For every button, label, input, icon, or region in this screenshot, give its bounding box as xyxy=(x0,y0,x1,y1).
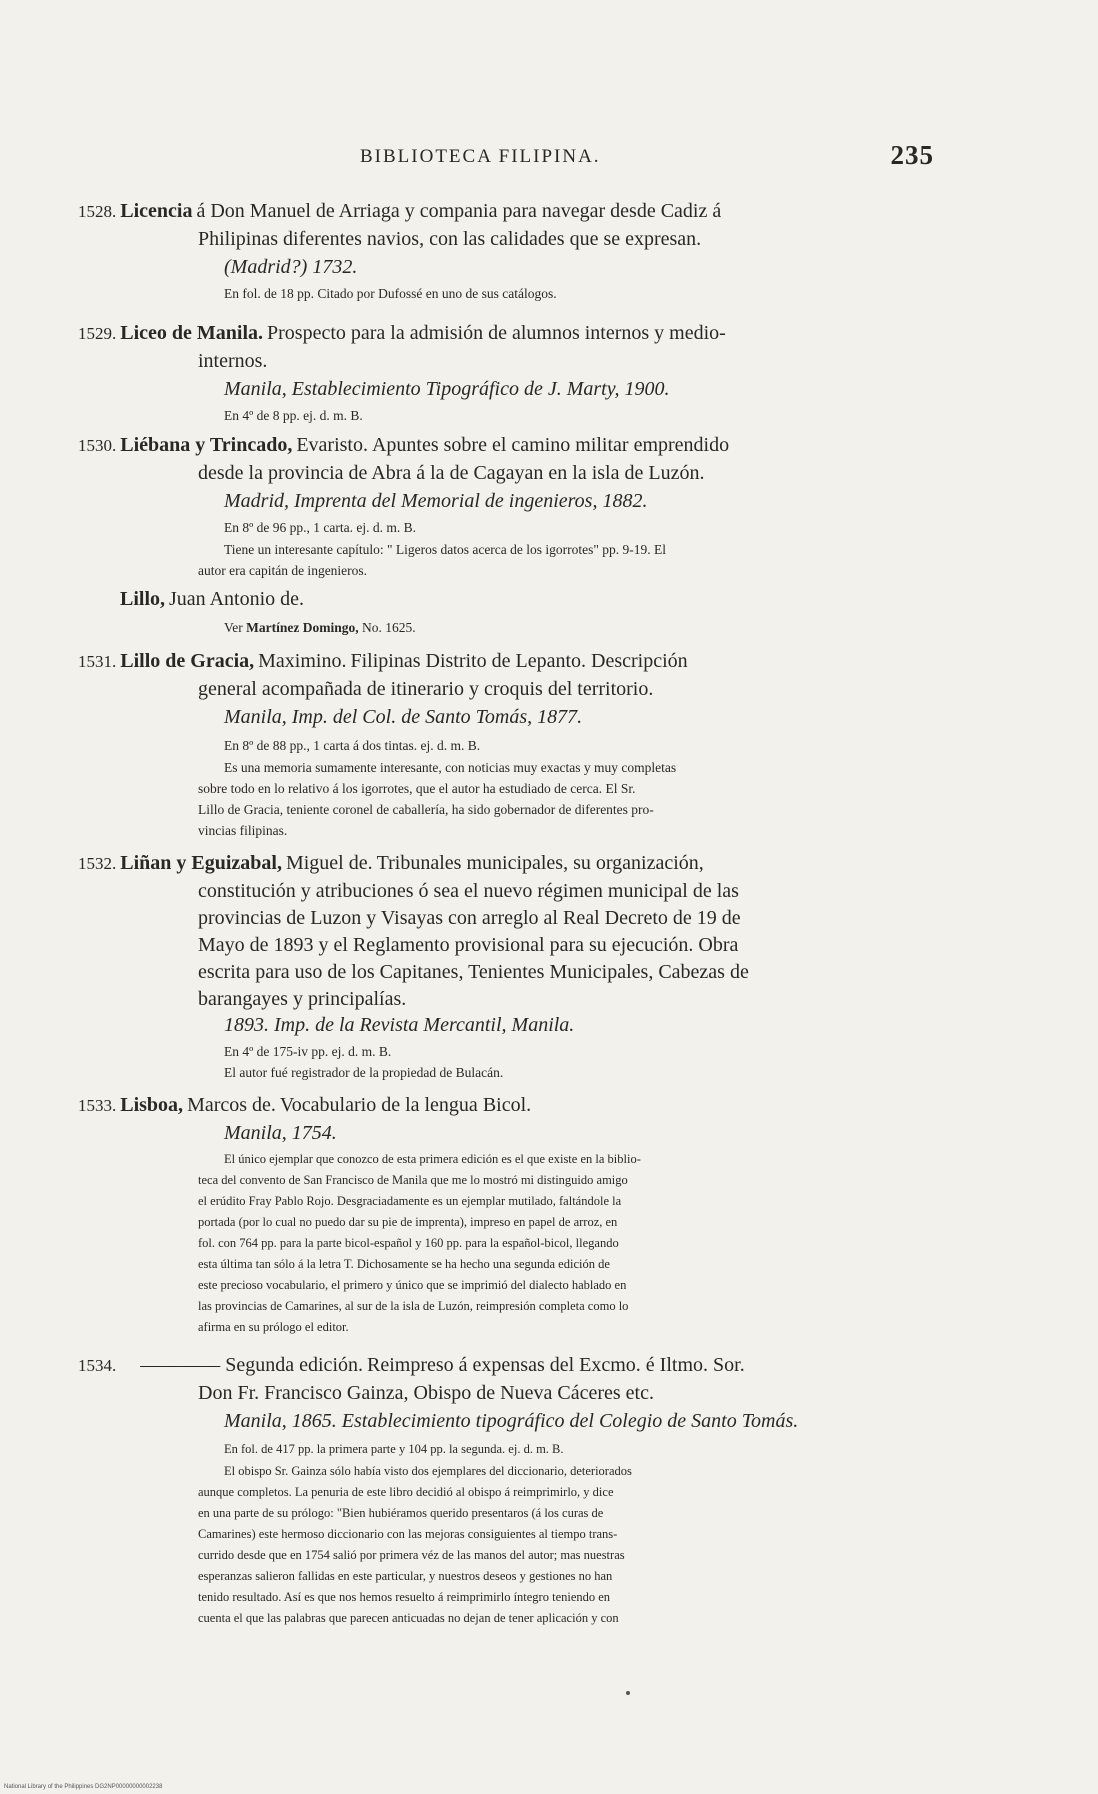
entry-number: 1530. xyxy=(78,436,117,455)
entry-number: 1533. xyxy=(78,1096,117,1115)
entry-author: Lisboa, xyxy=(120,1094,184,1116)
entry-imprint: (Madrid?) 1732. xyxy=(224,256,358,278)
entry-title-line: Philipinas diferentes navios, con las calidades que se expresan. xyxy=(198,228,702,250)
entry-title-line: barangayes y principalías. xyxy=(198,988,407,1010)
entry-author-given: Evaristo. xyxy=(296,434,368,456)
entry-note: esperanzas salieron fallidas en este particular, y nuestros deseos y gestiones no han xyxy=(198,1569,613,1583)
entry-note: en una parte de su prólogo: "Bien hubiéramos querido presentaros (á los curas de xyxy=(198,1506,604,1520)
entry-title-line: Reimpreso á expensas del Excmo. é Iltmo. Sor. xyxy=(367,1354,745,1376)
entry-note: este precioso vocabulario, el primero y único que se imprimió del dialecto hablado en xyxy=(198,1278,627,1292)
entry-author-given: Miguel de. xyxy=(285,852,373,874)
entry-note: vincias filipinas. xyxy=(198,823,288,838)
entry-note: esta última tan sólo á la letra T. Dichosamente se ha hecho una segunda edición de xyxy=(198,1257,610,1271)
cross-ref-number: No. 1625. xyxy=(361,620,416,635)
entry-note: currido desde que en 1754 salió por primera véz de las manos del autor; mas nuestras xyxy=(198,1548,625,1562)
entry-note: En fol. de 18 pp. Citado por Dufossé en uno de sus catálogos. xyxy=(224,286,557,301)
running-head: BIBLIOTECA FILIPINA. xyxy=(360,146,601,167)
entry-note: Camarines) este hermoso diccionario con las mejoras consiguientes al tiempo trans- xyxy=(198,1527,618,1541)
cross-ref-name: Martínez Domingo, xyxy=(246,620,359,635)
entry-note: En 4º de 8 pp. ej. d. m. B. xyxy=(224,408,363,423)
entry-note: El obispo Sr. Gainza sólo había visto dos ejemplares del diccionario, deteriorados xyxy=(224,1464,632,1478)
entry-note: cuenta el que las palabras que parecen anticuadas no dejan de tener aplicación y con xyxy=(198,1611,619,1625)
entry-author-given: Juan Antonio de. xyxy=(169,588,305,610)
entry-note: afirma en su prólogo el editor. xyxy=(198,1320,349,1334)
entry-note: el erúdito Fray Pablo Rojo. Desgraciadamente es un ejemplar mutilado, faltándole la xyxy=(198,1194,622,1208)
entry-title-line: Don Fr. Francisco Gainza, Obispo de Nueva Cáceres etc. xyxy=(198,1382,654,1404)
entry-imprint: Manila, Imp. del Col. de Santo Tomás, 1877. xyxy=(224,706,583,728)
entry-note: autor era capitán de ingenieros. xyxy=(198,563,368,578)
entry-note: aunque completos. La penuria de este libro decidió al obispo á reimprimirlo, y dice xyxy=(198,1485,614,1499)
entry-imprint: Madrid, Imprenta del Memorial de ingenieros, 1882. xyxy=(224,490,648,512)
entry-note: teca del convento de San Francisco de Manila que me lo mostró mi distinguido amigo xyxy=(198,1173,628,1187)
entry-note: las provincias de Camarines, al sur de la isla de Luzón, reimpresión completa como lo xyxy=(198,1299,629,1313)
entry-title-line: Tribunales municipales, su organización, xyxy=(376,852,704,874)
entry-author: Lillo de Gracia, xyxy=(120,650,255,672)
entry-author: Lillo, xyxy=(120,588,166,610)
entry-note: En 8º de 96 pp., 1 carta. ej. d. m. B. xyxy=(224,520,417,535)
entry-note: tenido resultado. Así es que nos hemos resuelto á reimprimirlo íntegro teniendo en xyxy=(198,1590,611,1604)
entry-title-line: desde la provincia de Abra á la de Cagayan en la isla de Luzón. xyxy=(198,462,705,484)
entry-note: El único ejemplar que conozco de esta primera edición es el que existe en la biblio- xyxy=(224,1152,641,1166)
entry-imprint: Manila, 1865. Establecimiento tipográfico del Colegio de Santo Tomás. xyxy=(224,1410,799,1432)
entry-note: En 4º de 175-iv pp. ej. d. m. B. xyxy=(224,1044,392,1059)
entry-title-line: provincias de Luzon y Visayas con arreglo al Real Decreto de 19 de xyxy=(198,907,741,929)
entry-author-given: Maximino. xyxy=(258,650,347,672)
entry-number: 1531. xyxy=(78,652,117,671)
entry-title-line: general acompañada de itinerario y croquis del territorio. xyxy=(198,678,654,700)
entry-title-line: Vocabulario de la lengua Bicol. xyxy=(279,1094,532,1116)
entry-note: En 8º de 88 pp., 1 carta á dos tintas. ej. d. m. B. xyxy=(224,738,481,753)
entry-imprint: 1893. Imp. de la Revista Mercantil, Manila. xyxy=(224,1014,575,1036)
entry-author: Liébana y Trincado, xyxy=(120,434,293,456)
entry-note: Lillo de Gracia, teniente coronel de caballería, ha sido gobernador de diferentes pro- xyxy=(198,802,654,817)
entry-title-line: Apuntes sobre el camino militar emprendido xyxy=(371,434,730,456)
entry-note: sobre todo en lo relativo á los igorrotes, que el autor ha estudiado de cerca. El Sr. xyxy=(198,781,636,796)
entry-title-line: Filipinas Distrito de Lepanto. Descripción xyxy=(350,650,688,672)
entry-number: 1528. xyxy=(78,202,117,221)
entry-number: 1529. xyxy=(78,324,117,343)
library-footer-note: National Library of the Philippines DG2NP00000000002238 xyxy=(4,1784,163,1790)
entry-title-line: Mayo de 1893 y el Reglamento provisional para su ejecución. Obra xyxy=(198,934,739,956)
entry-author: Liñan y Eguizabal, xyxy=(120,852,282,874)
entry-author: Liceo de Manila. xyxy=(120,322,264,344)
entry-note: fol. con 764 pp. para la parte bicol-español y 160 pp. para la español-bicol, llegando xyxy=(198,1236,619,1250)
entry-author: Licencia xyxy=(120,200,193,222)
entry-number: 1534. xyxy=(78,1356,117,1375)
cross-ref-label: Ver xyxy=(224,620,243,635)
entry-imprint: Manila, 1754. xyxy=(224,1122,337,1144)
entry-title-line: á Don Manuel de Arriaga y compania para navegar desde Cadiz á xyxy=(196,200,722,222)
entry-note: Tiene un interesante capítulo: " Ligeros datos acerca de los igorrotes" pp. 9-19. El xyxy=(224,542,667,557)
entry-note: En fol. de 417 pp. la primera parte y 104 pp. la segunda. ej. d. m. B. xyxy=(224,1442,564,1456)
entry-ditto-heading: ———— Segunda edición. xyxy=(140,1354,363,1376)
entry-note: Es una memoria sumamente interesante, con noticias muy exactas y muy completas xyxy=(224,760,677,775)
entry-note: portada (por lo cual no puedo dar su pie de imprenta), impreso en papel de arroz, en xyxy=(198,1215,618,1229)
entry-note: El autor fué registrador de la propiedad de Bulacán. xyxy=(224,1065,504,1080)
speck-mark xyxy=(626,1691,630,1695)
entry-title-line: Prospecto para la admisión de alumnos internos y medio- xyxy=(267,322,726,344)
entry-title-line: escrita para uso de los Capitanes, Tenientes Municipales, Cabezas de xyxy=(198,961,749,983)
page-number: 235 xyxy=(890,140,934,170)
entry-author-given: Marcos de. xyxy=(187,1094,276,1116)
entry-number: 1532. xyxy=(78,854,117,873)
entry-imprint: Manila, Establecimiento Tipográfico de J. Marty, 1900. xyxy=(224,378,670,400)
entry-title-line: constitución y atribuciones ó sea el nuevo régimen municipal de las xyxy=(198,880,739,902)
entry-title-line: internos. xyxy=(198,350,268,372)
